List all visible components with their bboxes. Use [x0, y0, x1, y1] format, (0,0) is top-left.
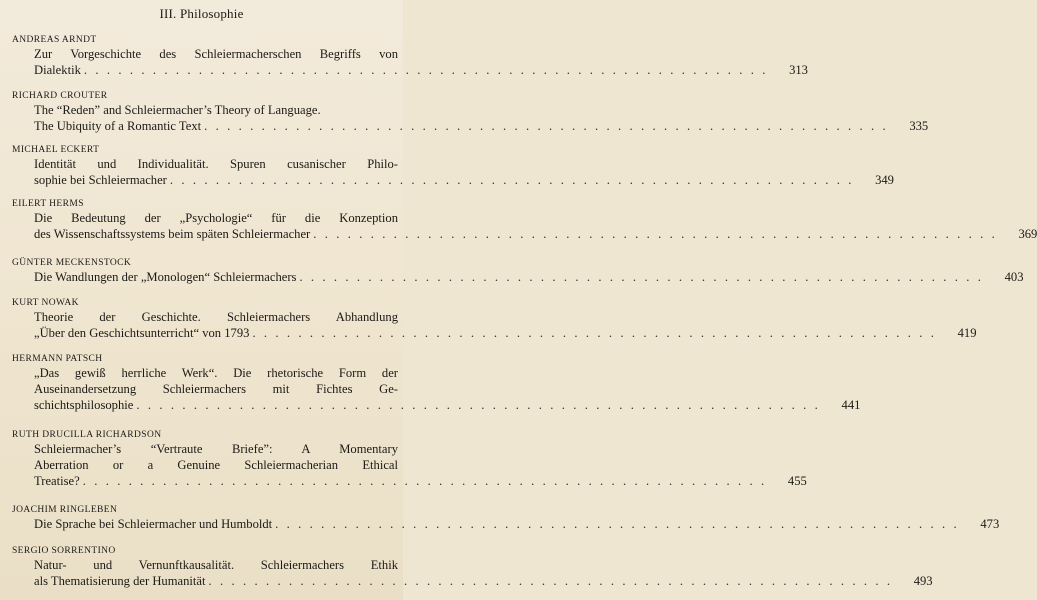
page-number: 349	[875, 173, 894, 188]
dot-leader: . . . . . . . . . . . . . . . . . . . . . . . . . . . . . . . . . . . . . . . . . . . . . . . . . . . . . . . . . . . .	[136, 398, 821, 413]
title-line: Auseinandersetzung Schleiermachers mit Fichtes Ge-	[34, 382, 398, 397]
page-number: 455	[787, 474, 807, 489]
page-number: 369	[1018, 227, 1037, 242]
title-line: Zur Vorgeschichte des Schleiermacherschen Begriffs von	[34, 47, 398, 61]
dot-leader: . . . . . . . . . . . . . . . . . . . . . . . . . . . . . . . . . . . . . . . . . . . . . . . . . . . . . . . . . . . .	[275, 517, 960, 531]
title-line: „Das gewiß herrliche Werk“. Die rhetorische Form der	[34, 366, 398, 380]
toc-entry	[12, 353, 861, 414]
title-line-last: The Ubiquity of a Romantic Text . . . . . . . . . . . . . . . . . . . . . . . . . . . . . . . . . . . . . . . . . . . . . . . . . . . . . . . . . . . . 335	[34, 119, 929, 134]
title-line: The “Reden” and Schleiermacher’s Theory of Language.	[34, 103, 321, 117]
author-name: MICHAEL ECKERT	[12, 145, 100, 155]
title-line: Die Bedeutung der „Psychologie“ für die Konzeption	[34, 211, 398, 225]
author-name: ANDREAS ARNDT	[12, 35, 97, 45]
dot-leader: . . . . . . . . . . . . . . . . . . . . . . . . . . . . . . . . . . . . . . . . . . . . . . . . . . . . . . . . . . . .	[313, 227, 998, 242]
title-line: Natur- und Vernunftkausalität. Schleiermachers Ethik	[34, 558, 398, 572]
dot-leader: . . . . . . . . . . . . . . . . . . . . . . . . . . . . . . . . . . . . . . . . . . . . . . . . . . . . . . . . . . . .	[252, 326, 937, 341]
page-number: 403	[1004, 270, 1024, 284]
toc-entry	[12, 257, 1024, 285]
dot-leader: . . . . . . . . . . . . . . . . . . . . . . . . . . . . . . . . . . . . . . . . . . . . . . . . . . . . . . . . . . . .	[204, 119, 889, 134]
title-line: Aberration or a Genuine Schleiermacherian Ethical	[34, 458, 398, 473]
author-name: GÜNTER MECKENSTOCK	[12, 258, 132, 268]
dot-leader: . . . . . . . . . . . . . . . . . . . . . . . . . . . . . . . . . . . . . . . . . . . . . . . . . . . . . . . . . . . .	[82, 474, 767, 489]
page-number: 441	[841, 398, 861, 413]
title-line: Identität und Individualität. Spuren cusanischer Philo-	[34, 157, 398, 171]
toc-entry	[12, 504, 1000, 532]
toc-entry	[12, 545, 933, 589]
dot-leader: . . . . . . . . . . . . . . . . . . . . . . . . . . . . . . . . . . . . . . . . . . . . . . . . . . . . . . . . . . . .	[169, 173, 854, 188]
toc-entry	[12, 34, 808, 78]
title-line-last: Treatise? . . . . . . . . . . . . . . . . . . . . . . . . . . . . . . . . . . . . . . . . . . . . . . . . . . . . . . . . . . . . 455	[34, 474, 807, 489]
dot-leader: . . . . . . . . . . . . . . . . . . . . . . . . . . . . . . . . . . . . . . . . . . . . . . . . . . . . . . . . . . . .	[83, 63, 768, 78]
page-number: 493	[913, 574, 933, 589]
toc-entry	[12, 429, 807, 490]
dot-leader: . . . . . . . . . . . . . . . . . . . . . . . . . . . . . . . . . . . . . . . . . . . . . . . . . . . . . . . . . . . .	[299, 270, 984, 284]
toc-entry	[12, 144, 894, 188]
title-line: Theorie der Geschichte. Schleiermachers Abhandlung	[34, 310, 398, 324]
toc-entry	[12, 90, 929, 134]
page-number: 473	[980, 517, 1000, 531]
toc-entry	[12, 198, 1037, 242]
section-title: III. Philosophie	[159, 6, 244, 21]
author-name: RUTH DRUCILLA RICHARDSON	[12, 430, 162, 440]
title-line-last: Dialektik . . . . . . . . . . . . . . . . . . . . . . . . . . . . . . . . . . . . . . . . . . . . . . . . . . . . . . . . . . . . 313	[34, 63, 808, 78]
author-name: SERGIO SORRENTINO	[12, 546, 116, 556]
title-line-last: des Wissenschaftssystems beim späten Schleiermacher . . . . . . . . . . . . . . . . . . . . . . . . . . . . . . . . . . . . . . . . . . . . . . . . . . . . . . . . . . . . 369	[34, 227, 1037, 242]
title-line-last: schichtsphilosophie . . . . . . . . . . . . . . . . . . . . . . . . . . . . . . . . . . . . . . . . . . . . . . . . . . . . . . . . . . . . 441	[34, 398, 861, 413]
title-line-last: als Thematisierung der Humanität . . . . . . . . . . . . . . . . . . . . . . . . . . . . . . . . . . . . . . . . . . . . . . . . . . . . . . . . . . . . 493	[34, 574, 933, 589]
title-line-last: Die Sprache bei Schleiermacher und Humboldt . . . . . . . . . . . . . . . . . . . . . . . . . . . . . . . . . . . . . . . . . . . . . . . . . . . . . . . . . . . . 473	[34, 517, 1000, 531]
page-number: 419	[957, 326, 977, 341]
dot-leader: . . . . . . . . . . . . . . . . . . . . . . . . . . . . . . . . . . . . . . . . . . . . . . . . . . . . . . . . . . . .	[208, 574, 893, 589]
title-line-last: Die Wandlungen der „Monologen“ Schleiermachers . . . . . . . . . . . . . . . . . . . . . . . . . . . . . . . . . . . . . . . . . . . . . . . . . . . . . . . . . . . . 403	[34, 270, 1024, 284]
author-name: RICHARD CROUTER	[12, 91, 108, 101]
page-number: 335	[909, 119, 929, 134]
author-name: EILERT HERMS	[12, 199, 84, 209]
author-name: HERMANN PATSCH	[12, 354, 103, 364]
toc-entry	[12, 297, 977, 341]
author-name: JOACHIM RINGLEBEN	[12, 505, 118, 515]
title-line: Schleiermacher’s “Vertraute Briefe”: A Momentary	[34, 442, 398, 456]
page-number: 313	[789, 63, 808, 78]
title-line-last: „Über den Geschichtsunterricht“ von 1793 . . . . . . . . . . . . . . . . . . . . . . . . . . . . . . . . . . . . . . . . . . . . . . . . . . . . . . . . . . . . 419	[34, 326, 977, 341]
author-name: KURT NOWAK	[12, 298, 79, 308]
title-line-last: sophie bei Schleiermacher . . . . . . . . . . . . . . . . . . . . . . . . . . . . . . . . . . . . . . . . . . . . . . . . . . . . . . . . . . . . 349	[34, 173, 894, 188]
